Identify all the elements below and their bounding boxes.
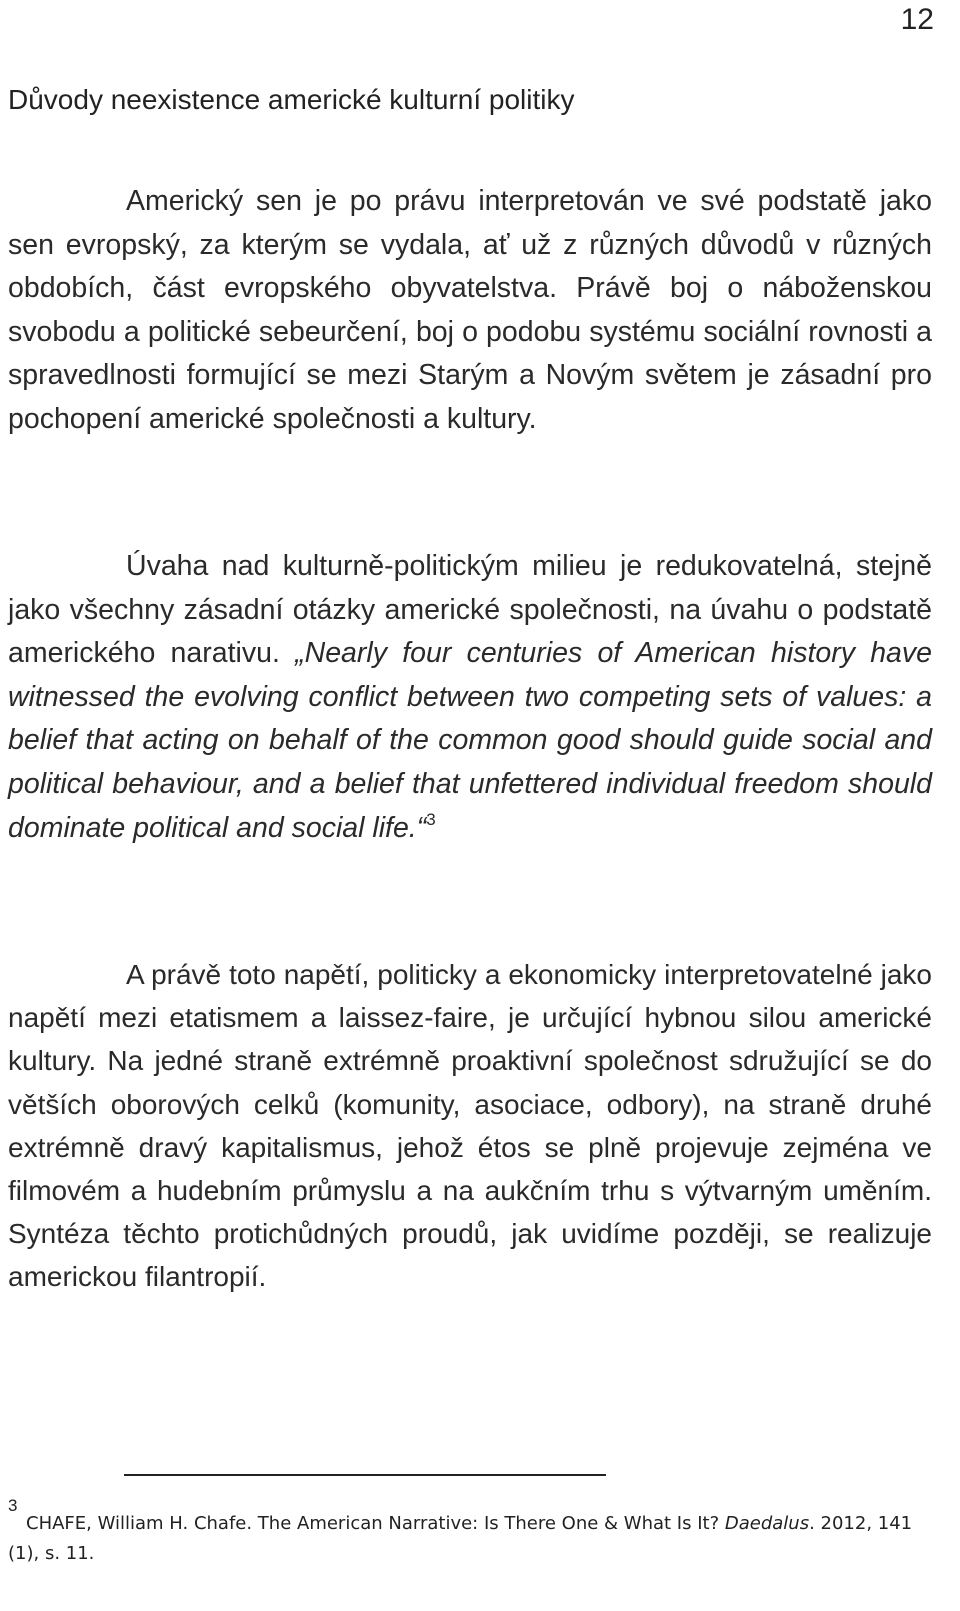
- quotation: „Nearly four centuries of American history have witnessed the evolving conflict between two competing sets of values: a belief that acting on behalf of the common good should guide social and political behaviour, and a belief that unfettered individual freedom should dominate political and social life.“: [8, 637, 933, 844]
- footnote-separator: [124, 1474, 606, 1476]
- footnote-citation: CHAFE, William H. Chafe. The American Narrative: Is There One & What Is It?: [26, 1513, 725, 1534]
- paragraph-2-intro: Úvaha nad kulturně-politickým milieu je redukovatelná, stejně jako všechny zásadní otázky americké společnosti, na úvahu o podstatě amerického narativu.: [8, 550, 932, 670]
- paragraph-2: [8, 545, 932, 850]
- section-heading: Důvody neexistence americké kulturní politiky: [8, 84, 575, 115]
- footnote-text: [8, 1509, 932, 1569]
- footnote-journal: Daedalus: [724, 1513, 810, 1534]
- footnote-reference: 3: [426, 809, 436, 829]
- page-number: 12: [900, 3, 934, 36]
- paragraph-3: A právě toto napětí, politicky a ekonomicky interpretovatelné jako napětí mezi etatismem a laissez-faire, je určující hybnou silou americké kultury. Na jedné straně extrémně proaktivní společnost sdružující se do větších oborových celků (komunity, asociace, odbory), na straně druhé extrémně dravý kapitalismus, jehož étos se plně projevuje zejména ve filmovém a hudebním průmyslu a na aukčním trhu s výtvarným uměním. Syntéza těchto protichůdných proudů, jak uvidíme později, se realizuje americkou filantropií.: [8, 959, 932, 1293]
- footnote-citation-end: . 2012, 141 (1), s. 11.: [8, 1513, 913, 1564]
- paragraph-1: Americký sen je po právu interpretován ve své podstatě jako sen evropský, za kterým se vydala, ať už z různých důvodů v různých obdobích, část evropského obyvatelstva. Právě boj o náboženskou svobodu a politické sebeurčení, boj o podobu systému sociální rovnosti a spravedlnosti formující se mezi Starým a Novým světem je zásadní pro pochopení americké společnosti a kultury.: [8, 185, 932, 435]
- footnote-mark: 3: [8, 1496, 18, 1515]
